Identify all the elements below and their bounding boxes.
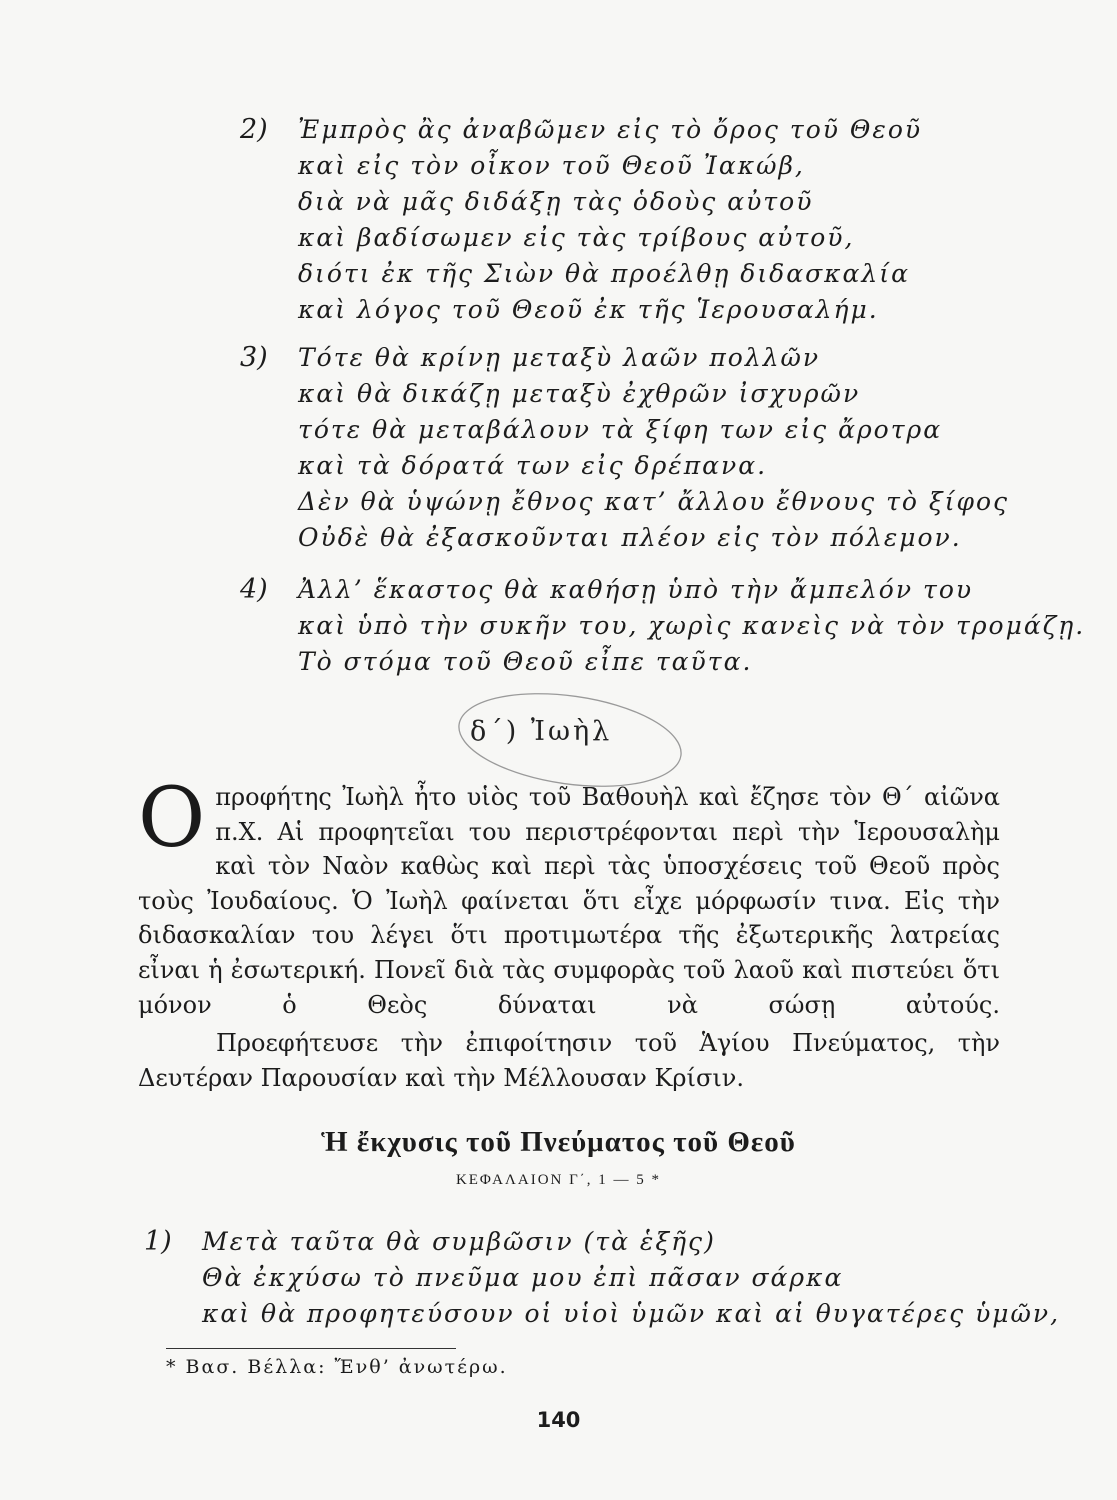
section-heading: δ΄) Ἰωὴλ: [470, 716, 613, 747]
drop-cap: Ο: [138, 771, 206, 866]
intro-paragraph-text: προφήτης Ἰωὴλ ἦτο υἱὸς τοῦ Βαθουὴλ καὶ ἔζησε τὸν Θ΄ αἰῶνα π.Χ. Αἱ προφητεῖαι του περιστρέφονται περὶ τὴν Ἱερουσαλὴμ καὶ τὸν Ναὸν καθὼς καὶ περὶ τὰς ὑποσχέσεις τοῦ Θεοῦ πρὸς τοὺς Ἰουδαίους. Ὁ Ἰωὴλ φαίνεται ὅτι εἶχε μόρφωσίν τινα. Εἰς τὴν διδασκαλίαν του λέγει ὅτι προτιμωτέρα τῆς ἐξωτερικῆς λατρείας εἶναι ἡ ἐσωτερική. Πονεῖ διὰ τὰς συμφορὰς τοῦ λαοῦ καὶ πιστεύει ὅτι μόνον ὁ Θεὸς δύναται νὰ σώσῃ αὐτούς.: [138, 783, 1000, 1019]
verse-line: Ἐμπρὸς ἂς ἀναβῶμεν εἰς τὸ ὄρος τοῦ Θεοῦ: [298, 115, 923, 144]
verse-number: 1): [144, 1226, 172, 1257]
verse-line: καὶ θὰ δικάζῃ μεταξὺ ἐχθρῶν ἰσχυρῶν: [298, 379, 861, 408]
verse-line: τότε θὰ μεταβάλουν τὰ ξίφη των εἰς ἄροτρα: [298, 415, 943, 444]
verse-line: καὶ τὰ δόρατά των εἰς δρέπανα.: [298, 451, 768, 480]
footnote-rule: [166, 1348, 456, 1349]
verse-line: Ἀλλ’ ἕκαστος θὰ καθήσῃ ὑπὸ τὴν ἄμπελόν του: [298, 575, 974, 604]
verse-line: καὶ βαδίσωμεν εἰς τὰς τρίβους αὐτοῦ,: [298, 223, 855, 252]
intro-paragraph: [138, 771, 1000, 1057]
verse-line: διότι ἐκ τῆς Σιὼν θὰ προέλθῃ διδασκαλία: [298, 259, 910, 288]
verse-line: Τότε θὰ κρίνῃ μεταξὺ λαῶν πολλῶν: [298, 343, 821, 372]
verse-line: Θὰ ἐκχύσω τὸ πνεῦμα μου ἐπὶ πᾶσαν σάρκα: [202, 1263, 844, 1292]
footnote: * Βασ. Βέλλα: Ἔνθ’ ἀνωτέρω.: [166, 1356, 508, 1378]
second-paragraph: Προεφήτευσε τὴν ἐπιφοίτησιν τοῦ Ἁγίου Πνεύματος, τὴν Δευτέραν Παρουσίαν καὶ τὴν Μέλλουσαν Κρίσιν.: [138, 1029, 1000, 1092]
verse-line: καὶ λόγος τοῦ Θεοῦ ἐκ τῆς Ἱερουσαλήμ.: [298, 295, 879, 324]
verse-number: 3): [240, 342, 268, 373]
verse-number: 2): [240, 114, 268, 145]
chapter-title: Ἡ ἔκχυσις τοῦ Πνεύματος τοῦ Θεοῦ: [321, 1126, 796, 1158]
verse-line: καὶ θὰ προφητεύσουν οἱ υἱοὶ ὑμῶν καὶ αἱ θυγατέρες ὑμῶν,: [202, 1299, 1061, 1328]
verse-number: 4): [240, 574, 268, 605]
verse-line: καὶ ὑπὸ τὴν συκῆν του, χωρὶς κανεὶς νὰ τὸν τρομάζῃ.: [298, 611, 1086, 640]
verse-line: καὶ εἰς τὸν οἶκον τοῦ Θεοῦ Ἰακώβ,: [298, 151, 805, 180]
verse-line: Τὸ στόμα τοῦ Θεοῦ εἶπε ταῦτα.: [298, 647, 753, 676]
verse-line: Οὐδὲ θὰ ἐξασκοῦνται πλέον εἰς τὸν πόλεμον.: [298, 523, 962, 552]
page-number: 140: [536, 1408, 581, 1432]
verse-line: διὰ νὰ μᾶς διδάξῃ τὰς ὁδοὺς αὐτοῦ: [298, 187, 814, 216]
chapter-subtitle: ΚΕΦΑΛΑΙΟΝ Γ΄, 1 — 5 *: [455, 1172, 662, 1188]
verse-line: Μετὰ ταῦτα θὰ συμβῶσιν (τὰ ἑξῆς): [202, 1227, 716, 1256]
verse-line: Δὲν θὰ ὑψώνῃ ἔθνος κατ’ ἄλλου ἔθνους τὸ ξίφος: [298, 487, 1010, 516]
